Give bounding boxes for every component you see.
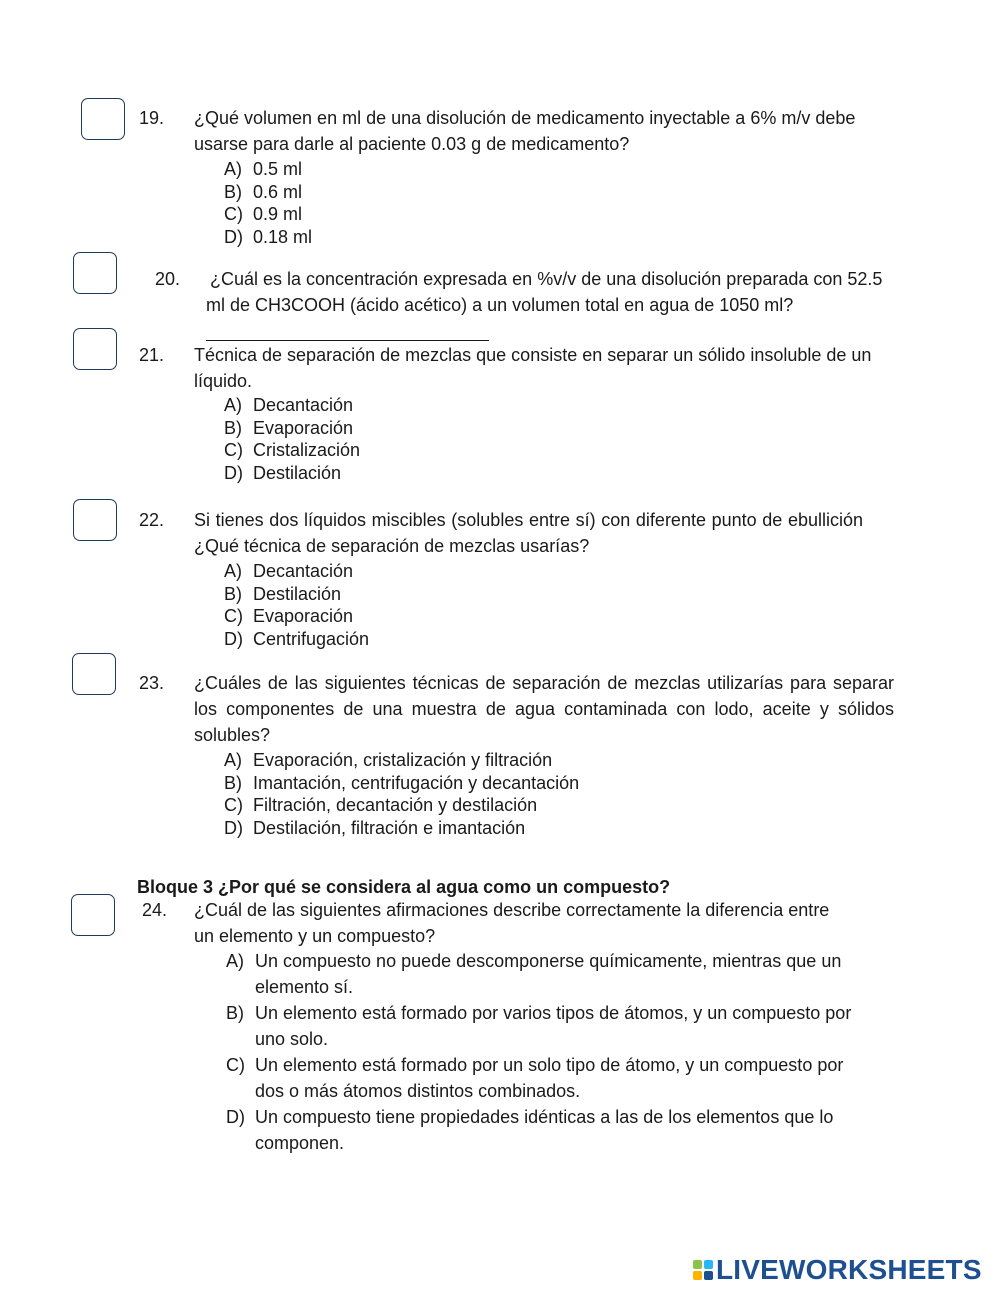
option-19-a[interactable] xyxy=(224,158,312,181)
option-text: Destilación, filtración e imantación xyxy=(253,818,526,839)
option-22-c[interactable] xyxy=(224,605,369,628)
option-24-c[interactable] xyxy=(226,1052,876,1104)
answer-box-21[interactable] xyxy=(73,328,117,370)
logo-grid-icon xyxy=(693,1260,713,1280)
option-21-d[interactable] xyxy=(224,462,360,485)
question-number-22: 22. xyxy=(139,510,165,530)
option-text: Un elemento está formado por un solo tipo de átomo, y un compuesto por dos o más átomos distintos combinados. xyxy=(255,1055,844,1101)
option-22-d[interactable] xyxy=(224,628,369,651)
option-text: 0.18 ml xyxy=(253,227,313,248)
question-number-19: 19. xyxy=(139,108,165,128)
option-label: D) xyxy=(224,629,243,650)
logo-square-1 xyxy=(693,1260,702,1269)
option-22-b[interactable] xyxy=(224,583,369,606)
option-text: Filtración, decantación y destilación xyxy=(253,795,538,816)
option-label: C) xyxy=(224,795,243,816)
question-text-23: ¿Cuáles de las siguientes técnicas de separación de mezclas utilizarías para separar los componentes de una muestra de agua contaminada con lodo, aceite y sólidos solubles? xyxy=(194,673,894,745)
option-23-c[interactable] xyxy=(224,794,579,817)
option-19-c[interactable] xyxy=(224,203,312,226)
option-22-a[interactable] xyxy=(224,560,369,583)
option-text: Un elemento está formado por varios tipos de átomos, y un compuesto por uno solo. xyxy=(255,1003,852,1049)
options-21 xyxy=(224,394,360,485)
options-23 xyxy=(224,749,579,840)
question-text-22: Si tienes dos líquidos miscibles (solubles entre sí) con diferente punto de ebullición ¿Qué técnica de separación de mezclas usarías? xyxy=(194,510,863,556)
option-19-b[interactable] xyxy=(224,181,312,204)
option-text: Decantación xyxy=(253,561,354,581)
option-label: C) xyxy=(224,440,243,461)
option-text: Destilación xyxy=(253,583,342,604)
option-text: Un compuesto no puede descomponerse químicamente, mientras que un elemento sí. xyxy=(255,951,842,997)
option-text: 0.5 ml xyxy=(253,159,303,179)
option-label: C) xyxy=(224,606,243,627)
option-text: Evaporación, cristalización y filtración xyxy=(253,750,553,770)
option-text: Centrifugación xyxy=(253,629,370,650)
section-title: Bloque 3 ¿Por qué se considera al agua como un compuesto? xyxy=(137,877,671,897)
option-23-a[interactable] xyxy=(224,749,579,772)
option-label: A) xyxy=(226,951,244,971)
option-label: D) xyxy=(224,463,243,484)
option-21-b[interactable] xyxy=(224,417,360,440)
option-label: D) xyxy=(226,1107,245,1127)
option-label: D) xyxy=(224,227,243,248)
logo-text: LIVEWORKSHEETS xyxy=(716,1254,982,1285)
option-19-d[interactable] xyxy=(224,226,312,249)
option-text: Decantación xyxy=(253,395,354,415)
option-text: Evaporación xyxy=(253,606,354,627)
option-label: B) xyxy=(224,417,242,438)
option-text: Evaporación xyxy=(253,417,354,438)
option-label: C) xyxy=(224,204,243,225)
question-number-20: 20. xyxy=(155,269,181,289)
answer-box-22[interactable] xyxy=(73,499,117,541)
option-text: 0.9 ml xyxy=(253,204,303,225)
logo-square-3 xyxy=(693,1271,702,1280)
answer-box-24[interactable] xyxy=(71,894,115,936)
option-label: B) xyxy=(226,1003,244,1023)
option-label: A) xyxy=(224,395,242,415)
logo-square-2 xyxy=(704,1260,713,1269)
options-24 xyxy=(226,948,876,1156)
answer-box-19[interactable] xyxy=(81,98,125,140)
option-text: Un compuesto tiene propiedades idénticas a las de los elementos que lo componen. xyxy=(255,1107,834,1153)
option-label: D) xyxy=(224,818,243,839)
option-text: 0.6 ml xyxy=(253,181,303,202)
question-number-24: 24. xyxy=(142,900,168,920)
question-text-19: ¿Qué volumen en ml de una disolución de medicamento inyectable a 6% m/v debe usarse para darle al paciente 0.03 g de medicamento? xyxy=(194,108,856,154)
option-23-d[interactable] xyxy=(224,817,579,840)
logo-square-4 xyxy=(704,1271,713,1280)
answer-box-23[interactable] xyxy=(72,653,116,695)
option-text: Cristalización xyxy=(253,440,361,461)
option-label: A) xyxy=(224,159,242,179)
option-23-b[interactable] xyxy=(224,772,579,795)
question-text-20: ¿Cuál es la concentración expresada en %v/v de una disolución preparada con 52.5 ml de CH3COOH (ácido acético) a un volumen total en agua de 1050 ml? xyxy=(206,269,883,315)
option-label: B) xyxy=(224,772,242,793)
answer-line-20[interactable] xyxy=(206,340,489,341)
option-21-a[interactable] xyxy=(224,394,360,417)
question-number-21: 21. xyxy=(139,345,165,365)
options-19 xyxy=(224,158,312,249)
option-label: A) xyxy=(224,561,242,581)
option-24-a[interactable] xyxy=(226,948,876,1000)
option-24-b[interactable] xyxy=(226,1000,876,1052)
option-label: A) xyxy=(224,750,242,770)
liveworksheets-logo xyxy=(693,1256,982,1284)
question-text-21: Técnica de separación de mezclas que consiste en separar un sólido insoluble de un líquido. xyxy=(194,345,872,391)
option-21-c[interactable] xyxy=(224,439,360,462)
option-24-d[interactable] xyxy=(226,1104,876,1156)
answer-box-20[interactable] xyxy=(73,252,117,294)
options-22 xyxy=(224,560,369,651)
option-text: Imantación, centrifugación y decantación xyxy=(253,772,580,793)
option-label: B) xyxy=(224,181,242,202)
question-number-23: 23. xyxy=(139,673,165,693)
option-text: Destilación xyxy=(253,463,342,484)
option-label: B) xyxy=(224,583,242,604)
option-label: C) xyxy=(226,1055,245,1075)
question-text-24: ¿Cuál de las siguientes afirmaciones describe correctamente la diferencia entre un elemento y un compuesto? xyxy=(194,900,830,946)
